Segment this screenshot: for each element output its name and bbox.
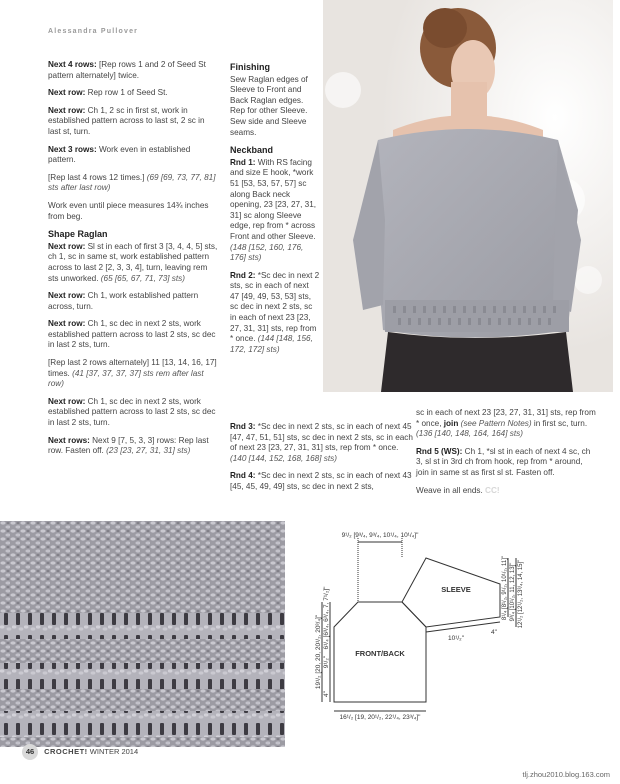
instruction-paragraph: Weave in all ends. CC! [416,485,500,495]
page-number: 46 [22,744,38,760]
instruction-paragraph: Next row: Ch 1, sc dec in next 2 sts, work established pattern across to last 2 sts, sc dec in last 2 sts, turn. [48,319,216,350]
garment-schematic [296,522,548,722]
instruction-paragraph: Next row: Ch 1, 2 sc in first st, work in established pattern across to last st, 2 sc in last st, turn. [48,105,205,136]
instruction-paragraph: Rnd 5 (WS): Ch 1, *sl st in each of next 4 sc, ch 3, sl st in 3rd ch from hook, rep from * around, join in same st as first sl st. Fasten off. [416,446,591,477]
magazine-name: CROCHET! [44,747,88,756]
label-hem: 4" [323,691,330,697]
label-top-width: 9¹/₂ [9³/₄, 9³/₄, 10¹/₄, 10¹/₄]" [341,532,419,539]
model-illustration [323,0,613,392]
instruction-paragraph: Rnd 3: *Sc dec in next 2 sts, sc in each of next 45 [47, 47, 51, 51] sts, sc dec in next 2 sts, sc in each of next 23 [23, 27, 31, 31] sts, rep from * once. (140 [144, 152, 168, 168] sts) [230,422,413,463]
pattern-column-1 [48,60,218,464]
stitch-closeup-photo [0,521,285,747]
model-photo [323,0,613,392]
instruction-paragraph: Next row: Rep row 1 of Seed St. [48,88,168,98]
instruction-paragraph: Rnd 4: *Sc dec in next 2 sts, sc in each of next 43 [45, 45, 49, 49] sts, sc dec in next 2 sts, [230,471,412,491]
watermark: tlj.zhou2010.blog.163.com [522,770,610,779]
instruction-paragraph: Rnd 2: *Sc dec in next 2 sts, sc in each of next 47 [49, 49, 53, 53] sts, sc dec in next 2 sts, sc in each of next 23 [23, 27, 31, 31] sts, rep from * once. (144 [148, 156, 172, 172] sts) [230,270,320,354]
end-mark: CC! [485,485,500,495]
label-sleeve-top: 8¹/₄ [8¹/₂, 9¹/₂, 10¹/₂, 11]" [502,555,508,621]
page-footer [22,744,138,760]
dim-sleeve-length [426,622,500,632]
running-head: Alessandra Pullover [48,28,139,35]
pattern-column-3 [416,408,596,503]
instruction-paragraph: Sew Raglan edges of Sleeve to Front and Back Raglan edges. Rep for other Sleeve. Sew side and Sleeve seams. [230,74,308,137]
section-heading-shape-raglan: Shape Raglan [48,229,108,240]
pattern-column-2-continued [230,422,415,500]
stitch-texture [0,521,285,747]
label-cuff: 4" [491,629,497,636]
pattern-column-2 [230,62,320,362]
instruction-paragraph: Rnd 1: With RS facing and size E hook, *work 51 [53, 53, 57, 57] sc along Back neck opening, 23 [23, 27, 31, 31] sc along Sleeve edge, rep from * across Front and other Sleeve. (148 [152, 160, 176, 176] sts) [230,157,317,263]
label-sleeve-mid: 9³/₄ [10¹/₂, 11, 12, 13]" [510,562,516,622]
instruction-paragraph: Next row: Ch 1, sc dec in next 2 sts, work established pattern across to last 2 sts, sc dec in last 2 sts, turn. [48,396,216,428]
instruction-paragraph: Next 3 rows: Work even in established pattern. [48,144,191,165]
instruction-paragraph: [Rep last 2 rows alternately] 11 [13, 14, 16, 17] times. (41 [37, 37, 37, 37] sts rem after last row) [48,358,217,389]
label-body-length: 9¹/₂" [323,655,330,669]
instruction-paragraph: sc in each of next 23 [23, 27, 31, 31] sts, rep from * once, join (see Pattern Notes) in first sc, turn. (136 [140, 148, 164, 164] sts) [416,408,596,439]
label-sleeve: SLEEVE [441,585,471,594]
instruction-paragraph: Next 4 rows: [Rep rows 1 and 2 of Seed St pattern alternately] twice. [48,60,206,80]
instruction-paragraph: Next row: Ch 1, work established pattern across, turn. [48,291,199,311]
section-heading-neckband: Neckband [230,145,274,156]
label-bottom-width: 16¹/₂ [19, 20¹/₂, 22¹/₄, 23³/₄]" [339,714,421,721]
instruction-paragraph: Work even until piece measures 14¾ inches from beg. [48,200,209,221]
label-front-back: FRONT/BACK [355,649,405,658]
instruction-paragraph: Next row: Sl st in each of first 3 [3, 4, 4, 5] sts, ch 1, sc in same st, work established pattern across to last 2 [2, 3, 3, 4], turn, leaving rem sts unworked. (65 [65, 67, 71, 73] sts) [48,241,218,283]
label-total-length: 19¹/₂ [20, 20, 20¹/₂, 20³/₄]" [315,614,322,690]
label-sleeve-bottom: 12¹/₂ [12¹/₂, 13³/₄, 14, 15]" [518,559,524,629]
instruction-paragraph: [Rep last 4 rows 12 times.] (69 [69, 73, 77, 81] sts after last row) [48,172,216,193]
label-sleeve-length: 10¹/₂" [447,635,465,642]
label-raglan-depth: 6¹/₄ [6³/₄, 6³/₄, 7, 7¹/₂]" [323,586,330,650]
instruction-paragraph: Next rows: Next 9 [7, 5, 3, 3] rows: Rep last row. Fasten off. (23 [23, 27, 31, 31] sts) [48,435,209,456]
issue-label: WINTER 2014 [89,747,139,756]
section-heading-finishing: Finishing [230,62,270,72]
